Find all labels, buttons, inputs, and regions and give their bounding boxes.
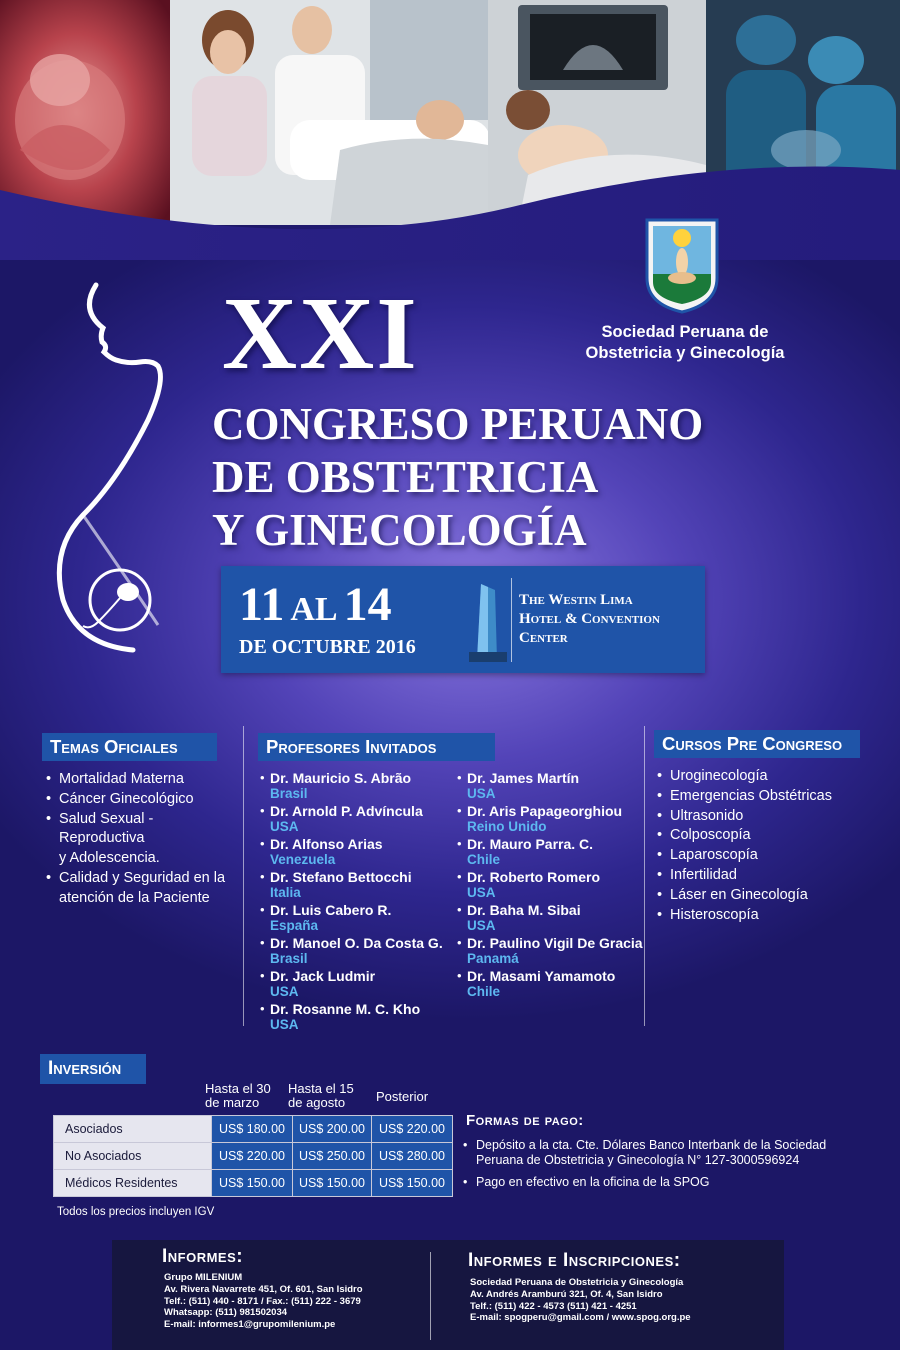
cursos-item: • Histeroscopía xyxy=(657,906,857,926)
cursos-list xyxy=(657,767,857,925)
cursos-header: Cursos Pre Congreso xyxy=(654,730,860,758)
footer-left-line: Grupo MILENIUM xyxy=(164,1272,243,1283)
congress-title-line3: Y GINECOLOGÍA xyxy=(212,505,587,555)
professor-country: USA xyxy=(467,918,496,933)
date-connector: AL xyxy=(290,591,338,628)
professor-item xyxy=(457,869,643,902)
cursos-item: • Infertilidad xyxy=(657,866,857,886)
professor-name: • Dr. James Martín xyxy=(467,770,580,786)
igv-note: Todos los precios incluyen IGV xyxy=(57,1206,215,1218)
temas-item: • Cáncer Ginecológico xyxy=(46,790,241,810)
footer-left-line: Whatsapp: (511) 981502034 xyxy=(164,1307,288,1319)
payment-methods-list xyxy=(463,1138,826,1197)
professor-item xyxy=(457,968,643,1001)
temas-item: • Calidad y Seguridad en la xyxy=(46,869,241,889)
price-cell: US$ 220.00 xyxy=(372,1116,453,1143)
professor-name: • Dr. Roberto Romero xyxy=(467,869,601,885)
professor-country: Panamá xyxy=(467,951,519,966)
professor-country: Italia xyxy=(270,885,301,900)
start-day: 11 xyxy=(239,578,285,631)
contact-footer xyxy=(112,1240,784,1350)
congress-title-line2: DE OBSTETRICIA xyxy=(212,452,599,502)
profesores-header: Profesores Invitados xyxy=(258,733,495,761)
venue-name xyxy=(519,591,660,648)
professor-country: USA xyxy=(467,885,496,900)
table-row xyxy=(54,1116,453,1143)
payment-method-line: Peruana de Obstetricia y Ginecología N° 127-3000596924 xyxy=(476,1153,800,1167)
price-table xyxy=(53,1115,453,1197)
professor-item xyxy=(260,869,443,902)
professor-item xyxy=(260,935,443,968)
professor-country: USA xyxy=(270,984,299,999)
cursos-item: • Láser en Ginecología xyxy=(657,886,857,906)
footer-left-line: Av. Rivera Navarrete 451, Of. 601, San Isidro xyxy=(164,1283,363,1295)
cursos-item: • Colposcopía xyxy=(657,826,857,846)
price-column-header-1 xyxy=(205,1082,271,1110)
profesores-left-list xyxy=(260,770,443,1034)
temas-item: • Mortalidad Materna xyxy=(46,770,241,790)
payment-methods-title: Formas de pago: xyxy=(466,1112,584,1129)
professor-name: • Dr. Luis Cabero R. xyxy=(270,902,392,918)
professor-country: Chile xyxy=(467,984,501,999)
organization-name-line2: Obstetricia y Ginecología xyxy=(585,344,785,362)
end-day: 14 xyxy=(343,578,392,631)
temas-header: Temas Oficiales xyxy=(42,733,217,761)
event-month-year: DE OCTUBRE 2016 xyxy=(239,636,416,658)
inversion-header: Inversión xyxy=(40,1054,146,1084)
professor-name: • Dr. Jack Ludmir xyxy=(270,968,376,984)
professor-name: • Dr. Alfonso Arias xyxy=(270,836,383,852)
footer-left-line: Telf.: (511) 440 - 8171 / Fax.: (511) 222 - 3679 xyxy=(164,1295,361,1307)
temas-list xyxy=(46,770,241,909)
event-days xyxy=(239,580,392,635)
professor-country: USA xyxy=(467,786,496,801)
price-cell: US$ 280.00 xyxy=(372,1143,453,1170)
column-divider-left xyxy=(243,726,244,1026)
temas-item: • Salud Sexual - Reproductiva xyxy=(46,810,241,850)
professor-country: Chile xyxy=(467,852,501,867)
professor-country: Reino Unido xyxy=(467,819,547,834)
footer-right-line: Telf.: (511) 422 - 4573 (511) 421 - 4251 xyxy=(470,1300,637,1312)
footer-left-email[interactable]: E-mail: informes1@grupomilenium.pe xyxy=(164,1319,336,1331)
professor-item xyxy=(260,803,443,836)
professor-item xyxy=(457,935,643,968)
professor-item xyxy=(457,836,643,869)
hotel-tower-icon xyxy=(469,580,507,662)
date-venue-box xyxy=(221,566,705,673)
price-cell: US$ 200.00 xyxy=(293,1116,372,1143)
cursos-item: • Uroginecología xyxy=(657,767,857,787)
table-row xyxy=(54,1170,453,1197)
congress-title xyxy=(212,398,703,557)
professor-country: USA xyxy=(270,1017,299,1032)
professor-item xyxy=(260,836,443,869)
price-cell: US$ 250.00 xyxy=(293,1143,372,1170)
professor-item xyxy=(260,968,443,1001)
profesores-right-list xyxy=(457,770,643,1001)
price-column-header-2-line1: Hasta el 15 xyxy=(288,1081,354,1096)
professor-name: • Dr. Masami Yamamoto xyxy=(467,968,616,984)
footer-divider xyxy=(430,1252,431,1340)
professor-country: Venezuela xyxy=(270,852,336,867)
cursos-item: • Emergencias Obstétricas xyxy=(657,787,857,807)
professor-item xyxy=(457,770,643,803)
professor-country: Brasil xyxy=(270,786,308,801)
price-category: Médicos Residentes xyxy=(54,1170,212,1197)
cursos-item: • Ultrasonido xyxy=(657,807,857,827)
professor-name: • Dr. Paulino Vigil De Gracia xyxy=(467,935,643,951)
footer-right-line: Av. Andrés Aramburú 321, Of. 4, San Isidro xyxy=(470,1288,663,1300)
professor-name: • Dr. Mauro Parra. C. xyxy=(467,836,594,852)
professor-item xyxy=(457,902,643,935)
payment-method-item: • Pago en efectivo en la oficina de la SPOG xyxy=(463,1175,826,1190)
footer-left-title: Informes: xyxy=(162,1246,244,1267)
footer-right-line: Sociedad Peruana de Obstetricia y Ginecología xyxy=(470,1277,684,1288)
price-cell: US$ 150.00 xyxy=(293,1170,372,1197)
professor-name: • Dr. Stefano Bettocchi xyxy=(270,869,412,885)
temas-item-continuation: atención de la Paciente xyxy=(59,889,210,906)
payment-method-item xyxy=(463,1138,826,1168)
professor-name: • Dr. Arnold P. Advíncula xyxy=(270,803,423,819)
professor-item xyxy=(260,770,443,803)
venue-line3: Center xyxy=(519,630,568,646)
price-cell: US$ 150.00 xyxy=(212,1170,293,1197)
date-divider xyxy=(511,578,512,662)
payment-method-line: • Depósito a la cta. Cte. Dólares Banco Interbank de la Sociedad xyxy=(476,1138,827,1152)
price-category: Asociados xyxy=(54,1116,212,1143)
professor-country: España xyxy=(270,918,319,933)
professor-name: • Dr. Rosanne M. C. Kho xyxy=(270,1001,421,1017)
price-column-header-2-line2: de agosto xyxy=(288,1095,346,1110)
price-column-header-3: Posterior xyxy=(376,1089,429,1104)
price-category: No Asociados xyxy=(54,1143,212,1170)
price-column-header-2 xyxy=(288,1082,354,1110)
price-cell: US$ 220.00 xyxy=(212,1143,293,1170)
footer-right-details xyxy=(470,1277,691,1324)
congress-edition: XXI xyxy=(222,276,419,391)
professor-name: • Dr. Mauricio S. Abrão xyxy=(270,770,412,786)
organization-name xyxy=(560,322,810,364)
footer-left-details xyxy=(164,1272,363,1331)
column-divider-right xyxy=(644,726,645,1026)
price-column-header-1-line1: Hasta el 30 xyxy=(205,1081,271,1096)
spog-shield-logo xyxy=(643,218,721,314)
professor-country: USA xyxy=(270,819,299,834)
cursos-item: • Laparoscopía xyxy=(657,846,857,866)
footer-right-title: Informes e Inscripciones: xyxy=(468,1250,681,1271)
price-cell: US$ 150.00 xyxy=(372,1170,453,1197)
congress-title-line1: CONGRESO PERUANO xyxy=(212,399,704,449)
professor-name: • Dr. Manoel O. Da Costa G. xyxy=(270,935,443,951)
professor-name: • Dr. Aris Papageorghiou xyxy=(467,803,623,819)
temas-item-continuation: y Adolescencia. xyxy=(59,850,160,867)
venue-line2: Hotel & Convention xyxy=(519,611,660,627)
professor-item xyxy=(260,902,443,935)
professor-country: Brasil xyxy=(270,951,308,966)
header-wave xyxy=(0,150,900,260)
price-cell: US$ 180.00 xyxy=(212,1116,293,1143)
venue-line1: The Westin Lima xyxy=(519,592,633,608)
price-column-header-1-line2: de marzo xyxy=(205,1095,260,1110)
professor-item xyxy=(260,1001,443,1034)
table-row xyxy=(54,1143,453,1170)
organization-name-line1: Sociedad Peruana de xyxy=(601,323,769,341)
footer-right-email-web[interactable]: E-mail: spogperu@gmail.com / www.spog.org.pe xyxy=(470,1312,691,1324)
professor-name: • Dr. Baha M. Sibai xyxy=(467,902,581,918)
professor-item xyxy=(457,803,643,836)
